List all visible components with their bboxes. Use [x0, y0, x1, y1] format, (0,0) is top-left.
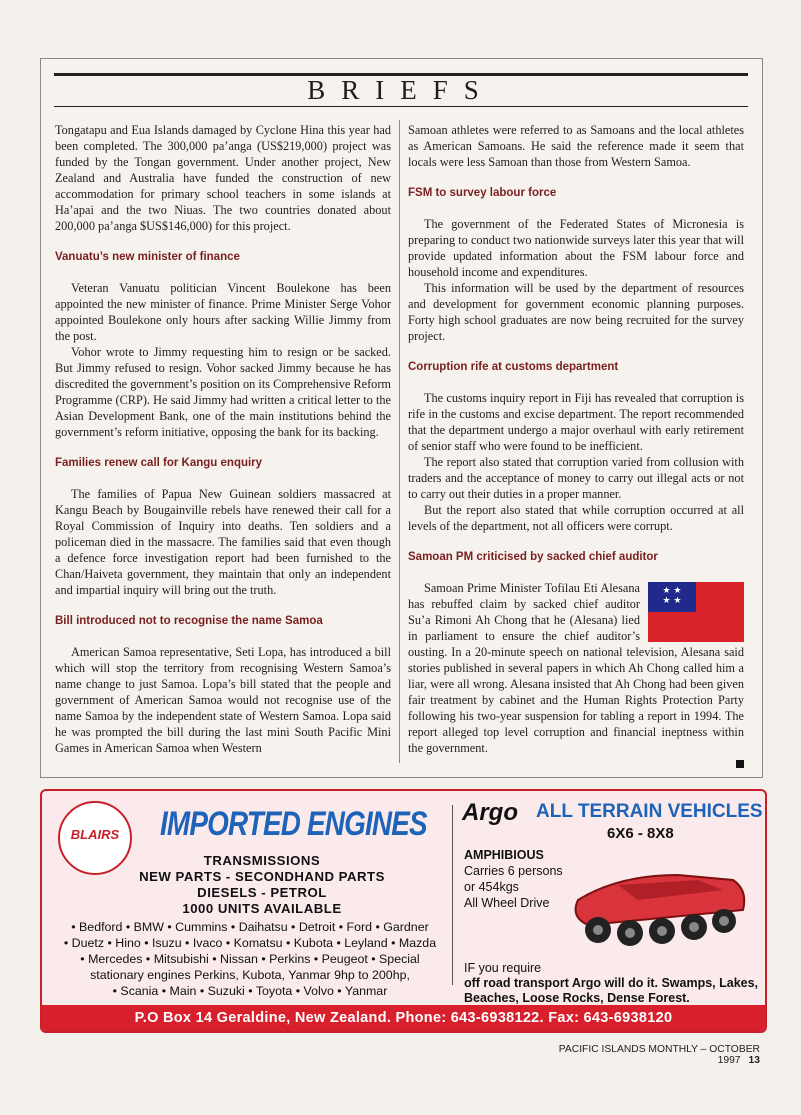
paragraph: The report also stated that corruption varied from collusion with traders and the acceptance of money to carry out illegal acts or not to carry out their duties in a proper manner.: [408, 455, 744, 501]
paragraph: Samoan Prime Minister Tofilau Eti Alesana has rebuffed claim by sacked chief auditor Su’a Rimoni Ah Chong that he (Alesana) lied in parliament to ensure the chief auditor’s ousting. In a 20-minute speech on national television, Alesana said stories published in several papers in which Ah Chong called him a liar, were all wrong. Alesana insisted that Ah Chong had been given fair treatment by cabinet and the Human Rights Protection Party following his two-year suspension for tabling a report in 1994. The report alleged top level corruption and financial ineptness within the government.: [408, 581, 744, 755]
end-mark-icon: [736, 760, 744, 768]
headline-vanuatu: Vanuatu’s new minister of finance: [55, 251, 240, 263]
paragraph: But the report also stated that while corruption occurred at all levels of the department, not all officers were corrupt.: [408, 503, 744, 533]
blairs-logo: BLAIRS: [58, 801, 132, 875]
argo-description: IF you require off road transport Argo will do it. Swamps, Lakes, Beaches, Loose Rocks, Dense Forest.: [464, 961, 759, 1005]
paragraph: Vohor wrote to Jimmy requesting him to resign or be sacked. But Jimmy refused to resign. Vohor sacked Jimmy because he has discredited the government’s position on its Comprehensive Reform Programme (CRP). He said Jimmy had written a critical letter to the Asian Development Bank, one of the main institutions behind the government’s reform initiative, opposing the bank for its backing.: [55, 345, 391, 439]
page-number: 13: [748, 1055, 760, 1066]
paragraph: American Samoa representative, Seti Lopa, has introduced a bill which will stop the territory from recognising Western Samoa’s name change to just Samoa. Lopa’s bill stated that the people and government of American Samoa would not recognise use of the name Samoa by the independent state of Western Samoa. Lopa said he was prompted the bill during the last mini South Pacific Mini Games in American Samoa when Western: [55, 645, 391, 755]
paragraph: Veteran Vanuatu politician Vincent Boulekone has been appointed the new minister of finance. Prime Minister Serge Vohor appointed Boulekone only hours after sacking Willie Jimmy from the post.: [55, 281, 391, 343]
publication-line: PACIFIC ISLANDS MONTHLY – OCTOBER 1997: [558, 1044, 760, 1066]
advertisement: [40, 789, 767, 1033]
ad-brand-list: • Bedford • BMW • Cummins • Daihatsu • Detroit • Ford • Gardner • Duetz • Hino • Isuzu • Ivaco • Komatsu • Kubota • Leyland • Mazda • Mercedes • Mitsubishi • Nissan • Perkins • Peugeot • Special stationary engines Perkins, Kubota, Yanmar 9hp to 200hp, • Scania • Main • Suzuki • Toyota • Volvo • Yanmar: [63, 920, 437, 998]
ad-contact-bar: P.O Box 14 Geraldine, New Zealand. Phone: 643-6938122. Fax: 643-6938120: [42, 1005, 765, 1031]
samoa-flag-image: [648, 582, 744, 642]
argo-logo: Argo: [462, 799, 518, 826]
ad-headline: IMPORTED ENGINES: [160, 805, 427, 843]
argo-specs: AMPHIBIOUS Carries 6 persons or 454kgs All Wheel Drive: [464, 848, 563, 910]
header-bottom-rule: [54, 106, 748, 107]
left-column: [55, 122, 391, 756]
intro-paragraph: Tongatapu and Eua Islands damaged by Cyclone Hina this year had been completed. The 300,000 pa’anga (US$219,000) project was funded by the Tongan government. Under another project, New Zealand and Australia have funded the construction of new accommodation for primary school teachers in some islands at Ha’apai and the two Niuas. The two countries donated about 200,000 pa’anga $US$146,000) for this project.: [55, 123, 391, 233]
paragraph: The government of the Federated States of Micronesia is preparing to conduct two nationwide surveys later this year that will provide updated information about the FSM labour force and household income and expenditures.: [408, 217, 744, 279]
headline-kangu: Families renew call for Kangu enquiry: [55, 457, 263, 469]
headline-fsm: FSM to survey labour force: [408, 187, 557, 199]
headline-samoan-pm: Samoan PM criticised by sacked chief auditor: [408, 551, 658, 563]
continued-paragraph: Samoan athletes were referred to as Samoans and the local athletes as American Samoans. He said the reference made it seem that locals were less Samoan than those from Western Samoa.: [408, 123, 744, 169]
paragraph: The customs inquiry report in Fiji has revealed that corruption is rife in the customs and excise department. The report recommended that the department undergo a major overhaul with early retirement of senior staff who were found to be inefficient.: [408, 391, 744, 453]
argo-title: ALL TERRAIN VEHICLES: [536, 801, 763, 822]
right-column: [408, 122, 744, 768]
headline-corruption: Corruption rife at customs department: [408, 361, 619, 373]
paragraph: The families of Papua New Guinean soldiers massacred at Kangu Beach by Bougainville rebels have renewed their call for a Royal Commission of Inquiry into deaths. Ten soldiers and a policeman died in the massacre. The families said that even though a defence force investigation report had been furnished to the Chan/Haiveta government, they maintain that only an independent and impartial inquiry will bring out the truth.: [55, 487, 391, 597]
page-footer: [520, 1044, 760, 1066]
headline-samoa-bill: Bill introduced not to recognise the name Samoa: [55, 615, 323, 627]
ad-services: TRANSMISSIONS NEW PARTS - SECONDHAND PARTS DIESELS - PETROL 1000 UNITS AVAILABLE: [139, 853, 385, 916]
ad-divider: [452, 805, 453, 985]
section-title: BRIEFS: [307, 75, 495, 105]
argo-vehicle-image: [558, 845, 758, 963]
column-divider: [399, 120, 400, 763]
flag-stars-icon: ★ ★ ★ ★: [648, 582, 696, 612]
paragraph: This information will be used by the department of resources and development for government economic planning purposes. Forty high school graduates are now being recruited for the survey project.: [408, 281, 744, 343]
argo-sizes: 6X6 - 8X8: [607, 825, 674, 842]
